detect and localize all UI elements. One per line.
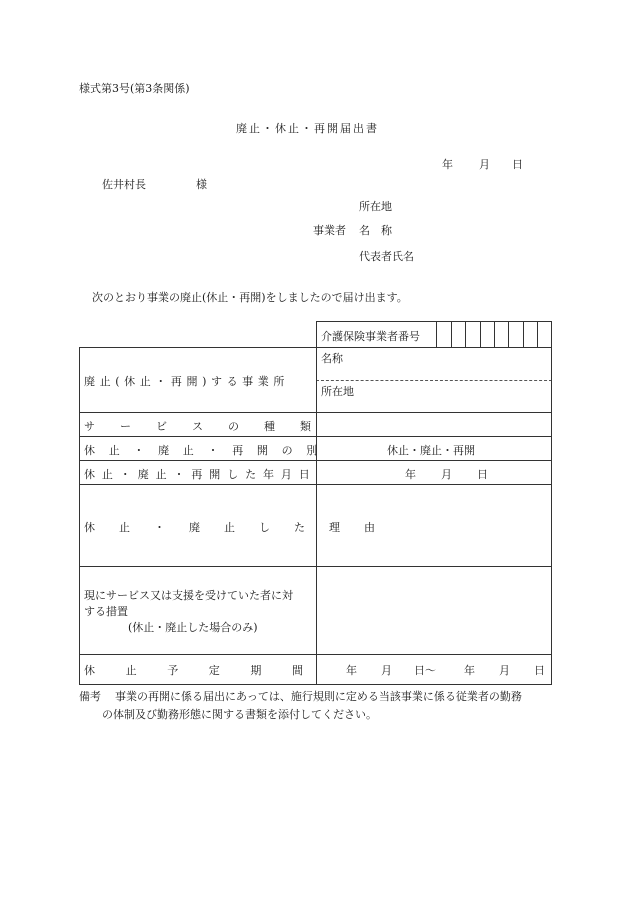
- number-box-divider: [465, 321, 466, 347]
- date-label: 休止・廃止・再開した年月日: [84, 468, 317, 481]
- period-end-year: 年: [464, 664, 475, 677]
- table-dashed-line: [316, 380, 552, 381]
- office-name-label: 名称: [321, 352, 343, 365]
- note-label: 備考: [79, 690, 101, 703]
- number-box-divider: [494, 321, 495, 347]
- form-title: 廃止・休止・再開届出書: [236, 122, 379, 135]
- table-line: [316, 321, 552, 322]
- period-start-month: 月: [381, 664, 392, 677]
- applicant-business-label: 事業者: [313, 224, 346, 237]
- number-box-divider: [537, 321, 538, 347]
- category-value: 休止・廃止・再開: [387, 444, 475, 457]
- addressee: 佐井村長: [102, 178, 146, 191]
- measures-label-line3: (休止・廃止した場合のみ): [128, 621, 258, 634]
- applicant-name-label: 名 称: [359, 224, 392, 237]
- period-end-month: 月: [499, 664, 510, 677]
- table-line: [316, 321, 317, 685]
- reason-label: 休止・廃止した理由: [84, 521, 399, 534]
- header-date-year: 年: [442, 158, 453, 171]
- form-number: 様式第3号(第3条関係): [79, 82, 190, 95]
- header-date-month: 月: [479, 158, 490, 171]
- number-box-divider: [523, 321, 524, 347]
- provider-number-label: 介護保険事業者番号: [321, 330, 420, 343]
- number-box-divider: [451, 321, 452, 347]
- applicant-address-label: 所在地: [359, 200, 392, 213]
- measures-label-line1: 現にサービス又は支援を受けていた者に対: [84, 589, 293, 602]
- number-box-divider: [508, 321, 509, 347]
- number-box-divider: [480, 321, 481, 347]
- honorific: 様: [196, 178, 207, 191]
- office-address-label: 所在地: [321, 385, 354, 398]
- period-start-day: 日〜: [414, 664, 436, 677]
- date-value-year: 年: [405, 468, 416, 481]
- period-start-year: 年: [346, 664, 357, 677]
- service-type-label: サービスの種類: [84, 420, 336, 433]
- header-date-day: 日: [512, 158, 523, 171]
- office-label: 廃止(休止・再開)する事業所: [84, 375, 289, 388]
- table-line: [551, 321, 552, 685]
- note-line2: の体制及び勤務形態に関する書類を添付してください。: [102, 708, 377, 721]
- date-value-month: 月: [441, 468, 452, 481]
- date-value-day: 日: [477, 468, 488, 481]
- category-label: 休止・廃止・再開の別: [84, 444, 331, 457]
- intro-text: 次のとおり事業の廃止(休止・再開)をしましたので届け出ます。: [92, 291, 408, 304]
- note-line1: 事業の再開に係る届出にあっては、施行規則に定める当該事業に係る従業者の勤務: [115, 690, 522, 703]
- measures-label-line2: する措置: [84, 605, 128, 618]
- period-end-day: 日: [534, 664, 545, 677]
- number-box-divider: [436, 321, 437, 347]
- period-label: 休止予定期間: [84, 664, 334, 677]
- table-line: [79, 347, 80, 685]
- applicant-rep-label: 代表者氏名: [359, 250, 414, 263]
